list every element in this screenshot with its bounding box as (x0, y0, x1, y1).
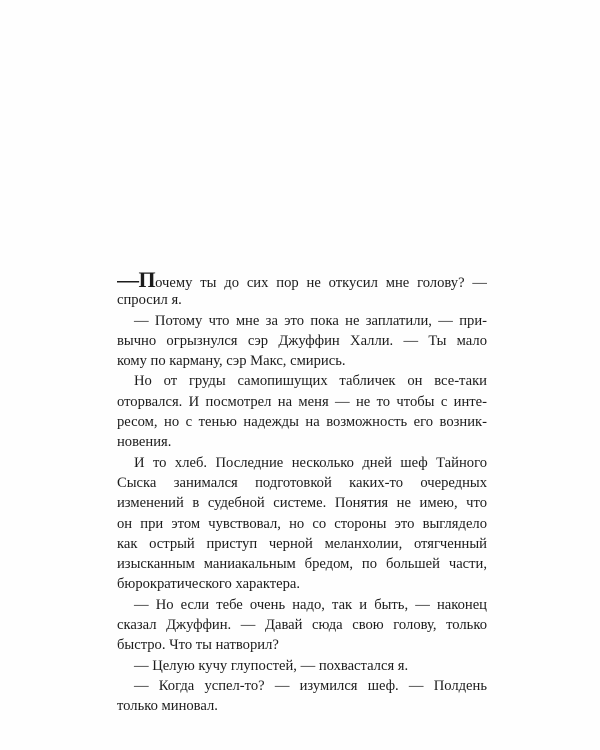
text-line: — Когда успел-то? — изумился шеф. — Полдень (134, 677, 487, 694)
text-line: он при этом чувствовал, но со стороны это выглядело (117, 515, 487, 532)
text-line: — Но если тебе очень надо, так и быть, — наконец (134, 596, 487, 613)
text-line: изменений в судебной системе. Понятия не имею, что (117, 495, 487, 512)
text-line: быстро. Что ты натворил? (117, 637, 279, 654)
text-line: И то хлеб. Последние несколько дней шеф Тайного (134, 454, 487, 471)
text-line: — Целую кучу глупостей, — похвастался я. (134, 657, 409, 674)
text-line: ресом, но с тенью надежды на возможность его возник- (117, 414, 487, 431)
text-line: — Потому что мне за это пока не заплатили, — при- (134, 312, 487, 329)
text-line: кому по карману, сэр Макс, смирись. (117, 353, 346, 370)
text-line: только миновал. (117, 698, 218, 715)
text-line: новения. (117, 434, 172, 451)
text-line: сказал Джуффин. — Давай сюда свою голову, только (117, 617, 487, 634)
text-line: изысканным маниакальным бредом, по большей части, (117, 556, 487, 573)
text-line: вычно огрызнулся сэр Джуффин Халли. — Ты мало (117, 332, 487, 349)
text-line: бюрократического характера. (117, 576, 300, 593)
body-text (117, 270, 487, 717)
text-line: Но от груды самопишущих табличек он все-таки (134, 373, 487, 390)
text-line-content: очему ты до сих пор не откусил мне голову? — (155, 275, 487, 291)
text-line: как острый приступ черной меланхолии, отягченный (117, 535, 487, 552)
text-line: оторвался. И посмотрел на меня — не то чтобы с инте- (117, 393, 487, 410)
text-line: спросил я. (117, 292, 182, 309)
text-line: Сыска занимался подготовкой каких-то очередных (117, 474, 487, 491)
drop-cap: —П (117, 270, 156, 291)
text-line (117, 270, 487, 290)
